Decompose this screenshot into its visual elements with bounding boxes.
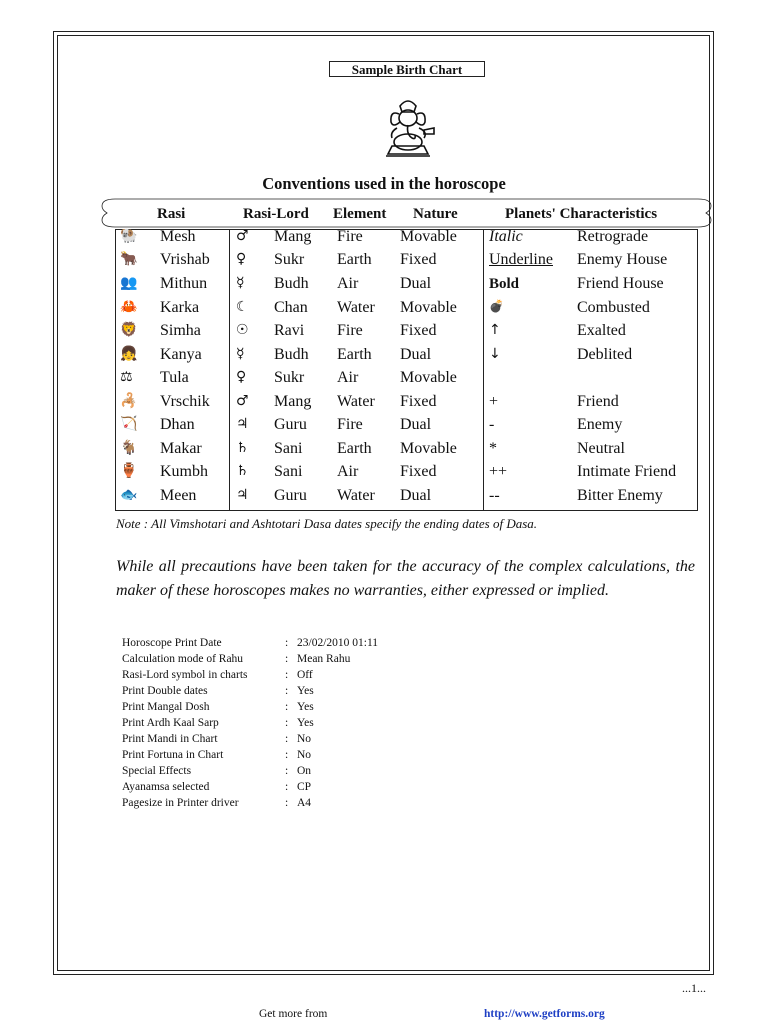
setting-value: Off: [297, 669, 313, 681]
header-element: Element: [333, 206, 387, 222]
archer-icon: 🏹: [120, 416, 138, 432]
setting-colon: :: [285, 765, 289, 777]
setting-value: Yes: [297, 701, 314, 713]
char-symbol: --: [489, 487, 500, 504]
nature: Movable: [400, 440, 457, 457]
header-rasi-lord: Rasi-Lord: [243, 206, 309, 222]
element: Fire: [337, 228, 363, 245]
header-planets-characteristics: Planets' Characteristics: [505, 206, 658, 222]
nature: Fixed: [400, 463, 437, 480]
setting-value: Yes: [297, 717, 314, 729]
setting-value: No: [297, 733, 312, 745]
char-symbol: Underline: [489, 251, 553, 268]
characteristic: Enemy House: [577, 251, 668, 268]
nature: Dual: [400, 487, 432, 504]
rasi-lord: Sukr: [274, 251, 305, 268]
venus-symbol-icon: ♀: [236, 251, 247, 267]
rasi-name: Mithun: [160, 275, 208, 292]
nature: Dual: [400, 275, 432, 292]
setting-label: Print Ardh Kaal Sarp: [122, 717, 219, 729]
element: Earth: [337, 440, 372, 457]
element: Water: [337, 393, 375, 410]
setting-colon: :: [285, 669, 289, 681]
element: Fire: [337, 322, 363, 339]
table-row: [0, 322, 768, 346]
rasi-name: Kanya: [160, 346, 202, 363]
element: Air: [337, 369, 359, 386]
setting-colon: :: [285, 637, 289, 649]
table-row: [0, 416, 768, 440]
setting-label: Print Mangal Dosh: [122, 701, 210, 713]
setting-value: Mean Rahu: [297, 653, 351, 665]
mercury-symbol-icon: ☿: [236, 275, 245, 291]
bull-icon: 🐂: [120, 251, 138, 267]
rasi-name: Makar: [160, 440, 202, 457]
nature: Fixed: [400, 251, 437, 268]
page-number: ...1...: [682, 981, 706, 995]
settings-row: [122, 669, 422, 685]
setting-value: No: [297, 749, 312, 761]
down-arrow-icon: ↓: [489, 346, 501, 362]
rasi-lord: Mang: [274, 228, 312, 245]
element: Earth: [337, 251, 372, 268]
ram-icon: 🐏: [120, 228, 138, 244]
twins-icon: 👥: [120, 275, 138, 291]
rasi-lord: Sukr: [274, 369, 305, 386]
characteristic: Retrograde: [577, 228, 649, 245]
rasi-name: Vrishab: [160, 251, 210, 268]
table-row: [0, 299, 768, 323]
saturn-symbol-icon: ♄: [236, 463, 249, 479]
setting-value: On: [297, 765, 312, 777]
table-row: [0, 251, 768, 275]
combusted-bomb-icon: 💣: [489, 299, 504, 313]
char-symbol: -: [489, 416, 495, 433]
rasi-lord: Budh: [274, 275, 309, 292]
rasi-lord: Mang: [274, 393, 312, 410]
rasi-lord: Guru: [274, 416, 307, 433]
mars-symbol-icon: ♂: [236, 228, 249, 244]
nature: Dual: [400, 416, 432, 433]
setting-value: Yes: [297, 685, 314, 697]
rasi-lord: Sani: [274, 440, 303, 457]
rasi-name: Simha: [160, 322, 201, 339]
jupiter-symbol-icon: ♃: [236, 487, 249, 503]
saturn-symbol-icon: ♄: [236, 440, 249, 456]
rasi-name: Dhan: [160, 416, 195, 433]
settings-row: [122, 765, 422, 781]
setting-value: 23/02/2010 01:11: [297, 637, 379, 649]
char-symbol: +: [489, 393, 499, 410]
setting-label: Rasi-Lord symbol in charts: [122, 669, 248, 681]
rasi-lord: Chan: [274, 299, 308, 316]
settings-row: [122, 685, 422, 701]
characteristic: Intimate Friend: [577, 463, 677, 480]
rasi-name: Tula: [160, 369, 189, 386]
characteristic: Exalted: [577, 322, 626, 339]
sun-symbol-icon: ☉: [236, 322, 249, 338]
characteristic: Neutral: [577, 440, 625, 457]
nature: Fixed: [400, 393, 437, 410]
char-symbol: Bold: [489, 276, 520, 292]
nature: Movable: [400, 299, 457, 316]
header-nature: Nature: [413, 206, 458, 222]
setting-label: Pagesize in Printer driver: [122, 797, 239, 809]
nature: Movable: [400, 228, 457, 245]
setting-colon: :: [285, 717, 289, 729]
element: Water: [337, 299, 375, 316]
settings-row: [122, 749, 422, 765]
document-title: Sample Birth Chart: [329, 61, 485, 77]
table-row: [0, 487, 768, 511]
scales-icon: ⚖: [120, 369, 133, 385]
rasi-name: Mesh: [160, 228, 196, 245]
rasi-name: Vrschik: [160, 393, 210, 410]
setting-colon: :: [285, 685, 289, 697]
header-rasi: Rasi: [157, 206, 186, 222]
settings-row: [122, 701, 422, 717]
rasi-lord: Budh: [274, 346, 309, 363]
footer-text: Get more from: [259, 1008, 328, 1020]
characteristic: Enemy: [577, 416, 623, 433]
venus-symbol-icon: ♀: [236, 369, 247, 385]
characteristic: Deblited: [577, 346, 633, 363]
jupiter-symbol-icon: ♃: [236, 416, 249, 432]
characteristic: Bitter Enemy: [577, 487, 663, 504]
nature: Fixed: [400, 322, 437, 339]
table-row: [0, 275, 768, 299]
moon-symbol-icon: ☾: [236, 299, 249, 315]
setting-colon: :: [285, 701, 289, 713]
up-arrow-icon: ↑: [489, 322, 501, 338]
settings-row: [122, 653, 422, 669]
fish-icon: 🐟: [120, 487, 138, 503]
setting-label: Print Fortuna in Chart: [122, 749, 224, 761]
char-symbol: Italic: [489, 228, 523, 245]
mars-symbol-icon: ♂: [236, 393, 249, 409]
dasa-note: Note : All Vimshotari and Ashtotari Dasa dates specify the ending dates of Dasa.: [116, 516, 538, 531]
rasi-name: Kumbh: [160, 463, 208, 480]
setting-label: Horoscope Print Date: [122, 637, 222, 649]
characteristic: Combusted: [577, 299, 650, 316]
maiden-icon: 👧: [120, 346, 138, 362]
setting-colon: :: [285, 749, 289, 761]
char-symbol: ++: [489, 463, 508, 480]
element: Water: [337, 487, 375, 504]
setting-colon: :: [285, 733, 289, 745]
settings-row: [122, 637, 422, 653]
setting-colon: :: [285, 653, 289, 665]
setting-colon: :: [285, 781, 289, 793]
element: Fire: [337, 416, 363, 433]
element: Earth: [337, 346, 372, 363]
rasi-lord: Ravi: [274, 322, 305, 339]
setting-colon: :: [285, 797, 289, 809]
ganesha-icon: [378, 98, 438, 160]
table-row: [0, 393, 768, 417]
rasi-lord: Guru: [274, 487, 307, 504]
settings-row: [122, 733, 422, 749]
element: Air: [337, 463, 359, 480]
goat-icon: 🐐: [120, 440, 138, 456]
setting-label: Calculation mode of Rahu: [122, 653, 244, 665]
rasi-name: Karka: [160, 299, 200, 316]
nature: Movable: [400, 369, 457, 386]
disclaimer: While all precautions have been taken for the accuracy of the complex calculations, the maker of these horoscopes makes no warranties, either expressed or implied.: [116, 558, 695, 599]
rasi-name: Meen: [160, 487, 197, 504]
rasi-lord: Sani: [274, 463, 303, 480]
crab-icon: 🦀: [120, 299, 138, 315]
setting-label: Print Mandi in Chart: [122, 733, 218, 745]
table-row: [0, 228, 768, 252]
settings-row: [122, 717, 422, 733]
scorpion-icon: 🦂: [120, 393, 138, 409]
settings-row: [122, 781, 422, 797]
water-bearer-icon: 🏺: [120, 463, 138, 479]
char-symbol: *: [489, 440, 497, 457]
footer-link[interactable]: http://www.getforms.org: [484, 1008, 605, 1020]
mercury-symbol-icon: ☿: [236, 346, 245, 362]
characteristic: Friend House: [577, 275, 664, 292]
setting-value: A4: [297, 797, 312, 809]
setting-label: Special Effects: [122, 765, 192, 777]
element: Air: [337, 275, 359, 292]
table-row: [0, 346, 768, 370]
setting-label: Print Double dates: [122, 685, 208, 697]
setting-label: Ayanamsa selected: [122, 781, 210, 793]
nature: Dual: [400, 346, 432, 363]
setting-value: CP: [297, 781, 312, 793]
characteristic: Friend: [577, 393, 619, 410]
lion-icon: 🦁: [120, 322, 138, 338]
conventions-heading: Conventions used in the horoscope: [262, 174, 506, 193]
table-row: [0, 440, 768, 464]
table-row: [0, 463, 768, 487]
settings-row: [122, 797, 422, 813]
table-row: [0, 369, 768, 393]
